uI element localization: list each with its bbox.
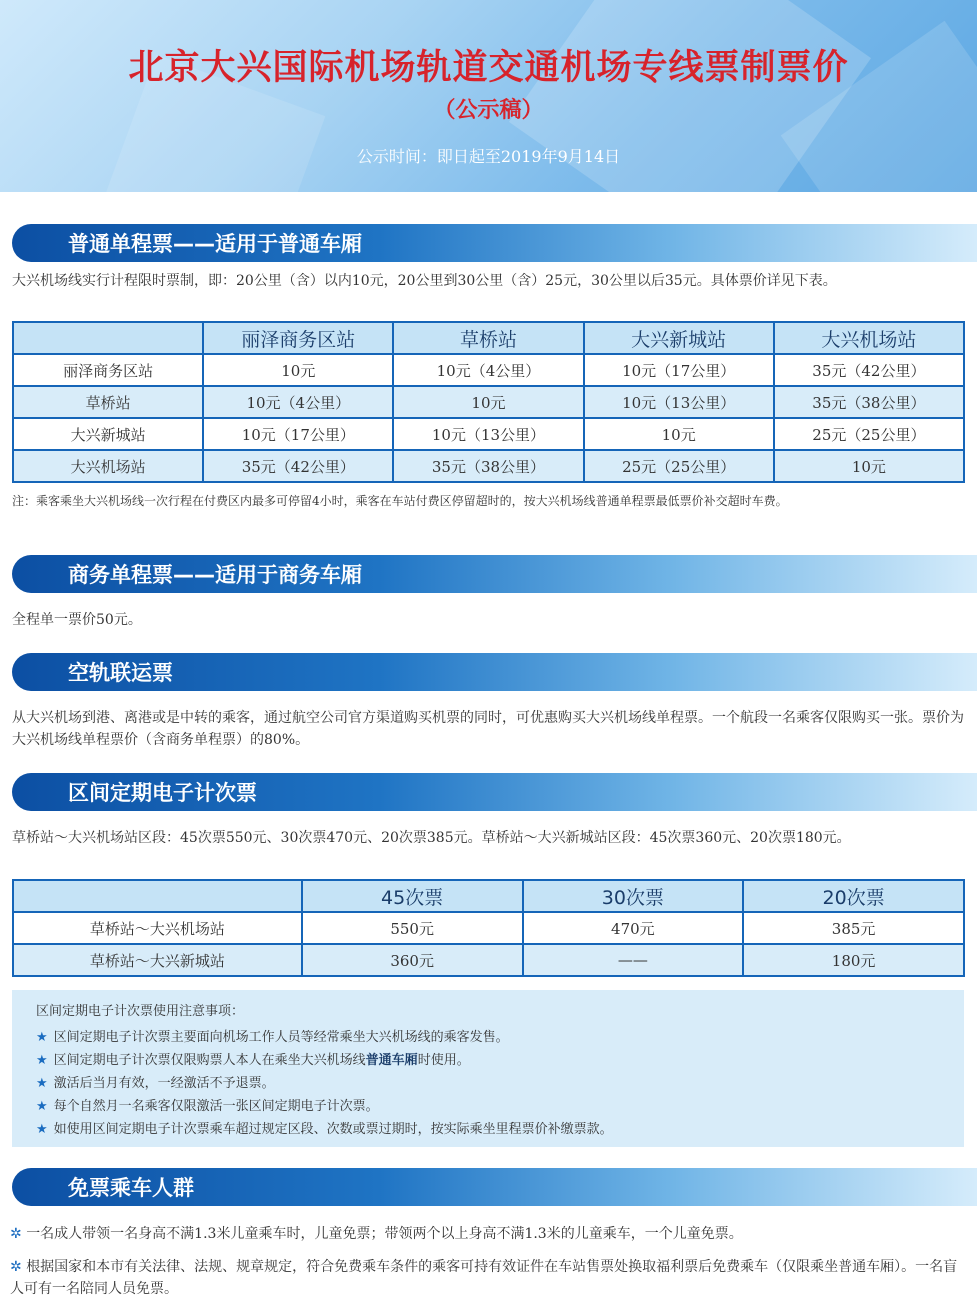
fare-cell: 10元（17公里）	[203, 418, 393, 450]
fare-table-col-header: 草桥站	[393, 322, 583, 354]
star-icon: ★	[36, 1030, 48, 1045]
pass-price-cell: 550元	[302, 912, 523, 944]
pass-price-cell: 180元	[743, 944, 964, 976]
fare-cell: 35元（38公里）	[393, 450, 583, 482]
pass-table-header-corner	[13, 880, 302, 912]
section-title: 普通单程票——适用于普通车厢	[68, 232, 362, 256]
business-ticket-description: 全程单一票价50元。	[12, 612, 142, 628]
fare-cell: 35元（38公里）	[774, 386, 964, 418]
section-banner-single-ticket	[12, 224, 977, 262]
star-icon: ★	[36, 1076, 48, 1091]
list-item: ✲ 根据国家和本市有关法律、法规、规章规定，符合免费乘车条件的乘客可持有效证件在车站售票处换取福利票后免费乘车（仅限乘坐普通车厢）。一名盲人可有一名陪同人员免票。	[10, 1259, 958, 1297]
asterisk-icon: ✲	[10, 1259, 22, 1275]
fare-cell: 35元（42公里）	[203, 450, 393, 482]
single-ticket-note: 注：乘客乘坐大兴机场线一次行程在付费区内最多可停留4小时，乘客在车站付费区停留超时的，按大兴机场线普通单程票最低票价补交超时车费。	[12, 494, 788, 508]
row-label: 丽泽商务区站	[13, 354, 203, 386]
announcement-date: 公示时间：即日起至2019年9月14日	[356, 147, 621, 166]
fare-cell: 10元	[393, 386, 583, 418]
asterisk-icon: ✲	[10, 1226, 22, 1242]
fare-table	[12, 321, 965, 483]
highlight-text: 普通车厢	[365, 1053, 418, 1068]
section-title: 商务单程票——适用于商务车厢	[68, 563, 362, 587]
fare-table-col-header: 大兴机场站	[774, 322, 964, 354]
pass-price-cell: 360元	[302, 944, 523, 976]
table-row	[13, 386, 964, 418]
table-row	[13, 450, 964, 482]
pass-price-cell: ——	[523, 944, 744, 976]
fare-cell: 10元（17公里）	[584, 354, 774, 386]
pass-table-col-header: 20次票	[743, 880, 964, 912]
section-title: 区间定期电子计次票	[68, 781, 257, 805]
fare-cell: 10元	[203, 354, 393, 386]
row-label: 草桥站	[13, 386, 203, 418]
fare-cell: 10元	[584, 418, 774, 450]
list-item: ★ 区间定期电子计次票仅限购票人本人在乘坐大兴机场线普通车厢时使用。	[36, 1053, 470, 1068]
fare-cell: 25元（25公里）	[584, 450, 774, 482]
section-banner-business-ticket	[12, 555, 977, 593]
list-item: ✲ 一名成人带领一名身高不满1.3米儿童乘车时，儿童免票；带领两个以上身高不满1.3米的儿童乘车，一个儿童免票。	[10, 1226, 743, 1242]
section-banner-period-pass	[12, 773, 977, 811]
pass-price-cell: 385元	[743, 912, 964, 944]
table-row	[13, 418, 964, 450]
fare-table-header-corner	[13, 322, 203, 354]
fare-cell: 35元（42公里）	[774, 354, 964, 386]
section-title: 免票乘车人群	[68, 1176, 194, 1200]
period-pass-notes	[12, 990, 964, 1147]
list-item: ★ 激活后当月有效，一经激活不予退票。	[36, 1076, 275, 1091]
fare-cell: 25元（25公里）	[774, 418, 964, 450]
list-item: ★ 每个自然月一名乘客仅限激活一张区间定期电子计次票。	[36, 1099, 379, 1114]
period-pass-description: 草桥站～大兴机场站区段：45次票550元、30次票470元、20次票385元。草桥站～大兴新城站区段：45次票360元、20次票180元。	[12, 830, 851, 846]
pass-table-col-header: 30次票	[523, 880, 744, 912]
section-banner-free-ride	[12, 1168, 977, 1206]
page-title: 北京大兴国际机场轨道交通机场专线票制票价	[128, 48, 849, 88]
page-subtitle: （公示稿）	[433, 98, 544, 123]
single-ticket-description: 大兴机场线实行计程限时票制，即：20公里（含）以内10元，20公里到30公里（含）25元，30公里以后35元。具体票价详见下表。	[12, 273, 837, 289]
table-row	[13, 912, 964, 944]
star-icon: ★	[36, 1122, 48, 1137]
list-item: ★ 区间定期电子计次票主要面向机场工作人员等经常乘坐大兴机场线的乘客发售。	[36, 1030, 509, 1045]
fare-cell: 10元	[774, 450, 964, 482]
row-label: 草桥站～大兴新城站	[13, 944, 302, 976]
pass-price-cell: 470元	[523, 912, 744, 944]
fare-table-col-header: 丽泽商务区站	[203, 322, 393, 354]
table-row	[13, 354, 964, 386]
fare-cell: 10元（4公里）	[203, 386, 393, 418]
section-title: 空轨联运票	[68, 661, 173, 685]
row-label: 大兴机场站	[13, 450, 203, 482]
fare-cell: 10元（13公里）	[584, 386, 774, 418]
fare-cell: 10元（13公里）	[393, 418, 583, 450]
row-label: 草桥站～大兴机场站	[13, 912, 302, 944]
list-item: ★ 如使用区间定期电子计次票乘车超过规定区段、次数或票过期时，按实际乘坐里程票价补缴票款。	[36, 1122, 613, 1137]
fare-table-col-header: 大兴新城站	[584, 322, 774, 354]
star-icon: ★	[36, 1099, 48, 1114]
pass-table-col-header: 45次票	[302, 880, 523, 912]
fare-cell: 10元（4公里）	[393, 354, 583, 386]
notes-heading: 区间定期电子计次票使用注意事项：	[36, 1004, 245, 1019]
table-row	[13, 944, 964, 976]
header-banner	[0, 0, 977, 192]
row-label: 大兴新城站	[13, 418, 203, 450]
section-banner-air-rail-ticket	[12, 653, 977, 691]
air-rail-description: 从大兴机场到港、离港或是中转的乘客，通过航空公司官方渠道购买机票的同时，可优惠购买大兴机场线单程票。一个航段一名乘客仅限购买一张。票价为大兴机场线单程票价（含商务单程票）的80%。	[12, 710, 964, 748]
star-icon: ★	[36, 1053, 48, 1068]
period-pass-table	[12, 879, 965, 977]
